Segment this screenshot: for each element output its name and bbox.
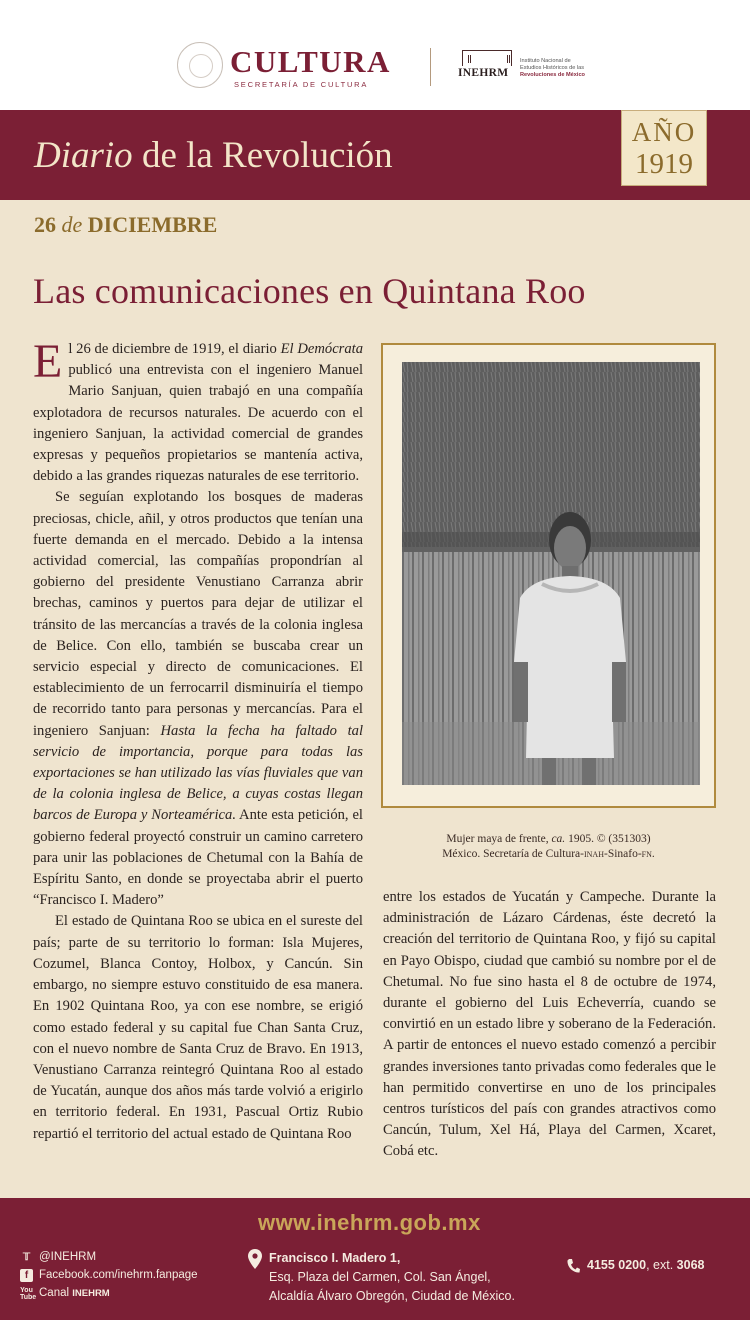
twitter-icon: 𝕋 — [22, 1251, 31, 1263]
phone-number[interactable]: 4155 0200, ext. 3068 — [587, 1258, 705, 1272]
website-link[interactable]: www.inehrm.gob.mx — [258, 1210, 481, 1235]
article-column-left — [33, 335, 364, 1145]
inehrm-wordmark: INEHRM — [458, 67, 509, 79]
facebook-icon: f — [20, 1269, 33, 1282]
diary-title: Diario de la Revolución — [34, 135, 393, 176]
photo-caption: Mujer maya de frente, ca. 1905. © (351303) México. Secretaría de Cultura-inah-Sinafo-fn. — [442, 833, 655, 860]
article-date: 26 de DICIEMBRE — [34, 212, 218, 237]
cultura-logo: CULTURA — [230, 44, 391, 79]
paragraph-3-continued: entre los estados de Yucatán y Campeche. Durante la administración de Lázaro Cárdenas, éste decretó la creación del territorio de Quintana Roo, y fijó su capital en Payo Obispo, ciudad que cambió su nombre por el de Chetumal. No fue sino hasta el 8 de octubre de 1974, durante el gobierno del Luis Echeverría, cuando se convirtió en un estado libre y soberano de la Federación. A partir de entonces el nuevo estado comenzó a percibir grandes inversiones tanto privadas como federales que le han permitido convertirse en uno de los principales centros turísticos del país con grandes atractivos como Cancún, Tulum, Xel Há, Playa del Carmen, Xcaret, Cobá etc. — [383, 889, 716, 1160]
paragraph-3: El estado de Quintana Roo se ubica en el sureste del país; parte de su territorio lo forman: Isla Mujeres, Cozumel, Blanca Contoy, Holbox, y Cancún. Sin embargo, no siempre estuvo constituido de esa manera. En 1902 Quintana Roo, ya con ese nombre, se erigió como estado federal y su capital fue Chan Santa Cruz, con el nuevo nombre de Santa Cruz de Bravo. En 1913, Venustiano Carranza reintegró Quintana Roo al estado de Yucatán, aunque dos años más tarde volvió a erigirlo en territorio federal. En 1931, Pascual Ortiz Rubio repartió el territorio del actual estado de Quintana Roo — [33, 913, 363, 1142]
address: Francisco I. Madero 1, Esq. Plaza del Carmen, Col. San Ángel, Alcaldía Álvaro Obregón, Ciudad de México. — [269, 1251, 515, 1303]
social-links — [20, 1248, 198, 1303]
paragraph-2: Se seguían explotando los bosques de maderas preciosas, chicle, añil, y otros productos que tenían una fuerte demanda en el mercado. Debido a la intensa actividad comercial, las compañías propondrían al gobierno del presidente Venustiano Carranza abrir brechas, caminos y puertos para dejar de utilizar el tránsito de las mercancías a través de la colonia inglesa de Belice. Con ello, también se buscaba crear un servicio especial y directo de comunicaciones. El establecimiento de un ferrocarril disminuiría el tiempo de recorrido tanto para personas y mercancías. Para el ingeniero Sanjuan: Hasta la fecha ha faltado tal servicio de importancia, porque para todas las exportaciones se han utilizado las vías fluviales que van de la colonia inglesa de Belice, a cuyas costas llegan barcos de Europa y Norteamérica. Ante esta petición, el gobierno federal proyectó construir un camino carretero para unir las poblaciones de Chetumal con la Bahía de Espíritu Santo, en donde se proyectaba abrir el puerto “Francisco I. Madero” — [33, 489, 363, 909]
historical-photo — [402, 362, 700, 785]
facebook-link[interactable]: f Facebook.com/inehrm.fanpage — [20, 1266, 198, 1284]
youtube-icon: You Tube — [20, 1287, 37, 1301]
phone-icon — [566, 1258, 580, 1274]
inehrm-logo — [458, 50, 516, 82]
institute-name: Instituto Nacional de Estudios Históricos de las Revoluciones de México — [520, 58, 585, 78]
article-headline: Las comunicaciones en Quintana Roo — [33, 271, 586, 311]
year-badge — [621, 110, 707, 186]
location-pin-icon — [248, 1249, 262, 1269]
drop-cap: E — [33, 335, 63, 388]
year-value: 1919 — [635, 148, 693, 180]
youtube-link[interactable]: You Tube Canal INEHRM — [20, 1287, 110, 1301]
coat-of-arms-icon — [177, 42, 223, 88]
article-column-right — [383, 887, 716, 1163]
year-label: AÑO — [631, 117, 697, 147]
paragraph-1: El 26 de diciembre de 1919, el diario El Demócrata publicó una entrevista con el ingeniero Manuel Mario Sanjuan, quien trabajó en una compañía explotadora de recursos naturales. De acuerdo con el ingeniero Sanjuan, la actividad comercial de grandes expresas y pequeños propietarios se mantenía activa, debido a las grandes riquezas naturales de ese territorio. — [33, 335, 364, 485]
cultura-subtitle: SECRETARÍA DE CULTURA — [234, 80, 369, 89]
building-icon — [462, 50, 512, 66]
header-divider — [430, 48, 431, 86]
twitter-link[interactable]: 𝕋 @INEHRM — [20, 1248, 198, 1266]
